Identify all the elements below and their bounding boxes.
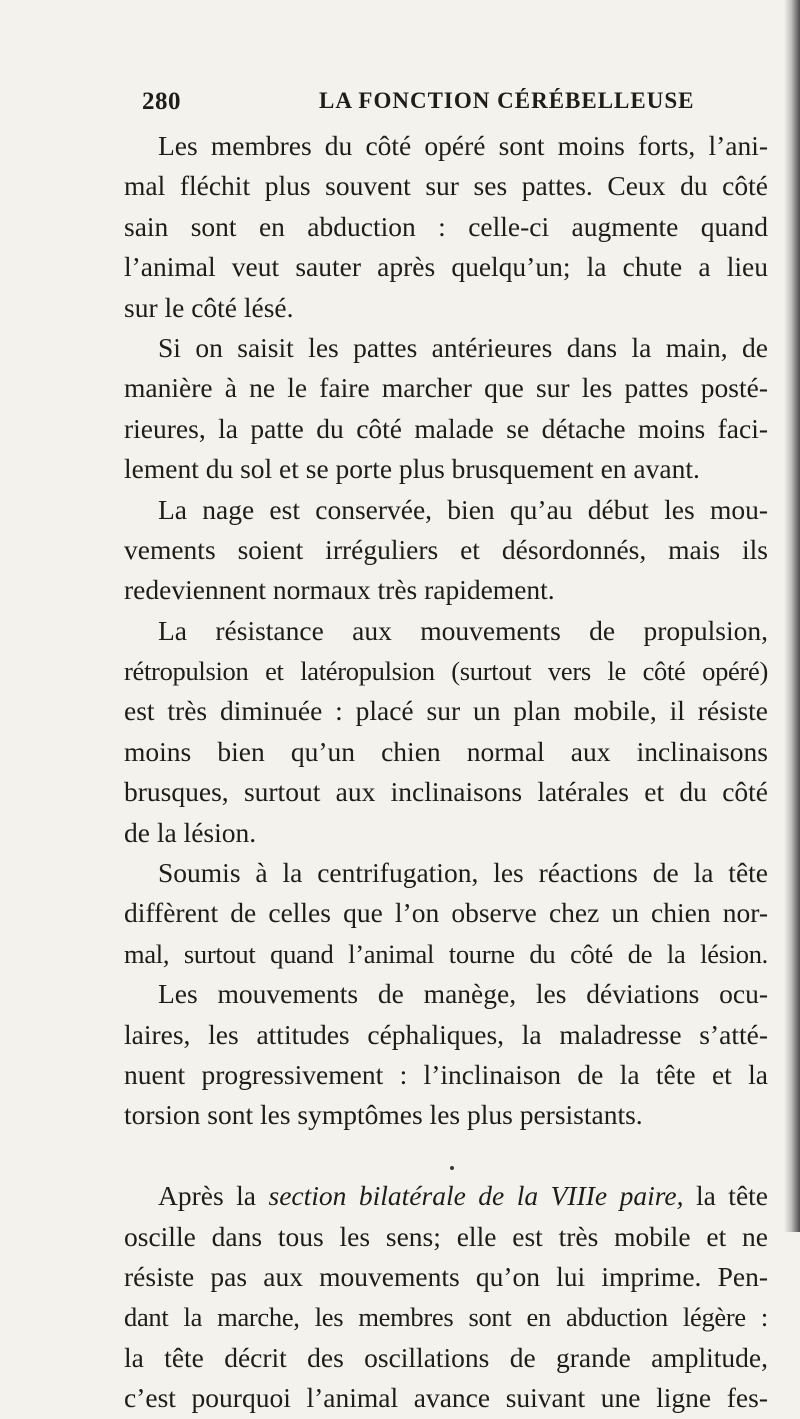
- page-number: 280: [142, 88, 181, 115]
- text-line: La nage est conservée, bien qu’au début les mou-: [158, 493, 768, 525]
- text-line: sain sont en abduction : celle-ci augmente quand: [124, 210, 768, 242]
- text-line: lement du sol et se porte plus brusquement en avant.: [124, 453, 700, 485]
- text-line: redeviennent normaux très rapidement.: [124, 574, 555, 606]
- text-line: l’animal veut sauter après quelqu’un; la chute a lieu: [124, 251, 768, 283]
- text-line: de la lésion.: [124, 816, 257, 848]
- text-line: vements soient irréguliers et désordonnés, mais ils: [124, 533, 768, 565]
- text-line: laires, les attitudes céphaliques, la maladresse s’atté-: [124, 1018, 768, 1050]
- text-line: rieures, la patte du côté malade se détache moins faci-: [124, 412, 768, 444]
- text-line: sur le côté lésé.: [124, 291, 294, 323]
- text-line: dant la marche, les membres sont en abduction légère :: [124, 1302, 768, 1333]
- ink-dot: [450, 1166, 454, 1170]
- paragraph-gap: [124, 1136, 768, 1176]
- text-line-with-italic: [124, 1176, 768, 1216]
- page-edge-shadow: [784, 0, 800, 1232]
- text-line: oscille dans tous les sens; elle est très mobile et ne: [124, 1220, 768, 1252]
- italic-section-title: section bilatérale de la VIIIe paire,: [268, 1180, 684, 1212]
- text-line: torsion sont les symptômes les plus persistants.: [124, 1099, 643, 1131]
- text-line: brusques, surtout aux inclinaisons latérales et du côté: [124, 776, 768, 808]
- text-segment: Après la: [158, 1180, 269, 1212]
- text-line: Les membres du côté opéré sont moins forts, l’ani-: [158, 130, 768, 161]
- text-line: Les mouvements de manège, les déviations ocu-: [158, 978, 768, 1010]
- text-line: manière à ne le faire marcher que sur les pattes posté-: [124, 372, 768, 404]
- text-line: c’est pourquoi l’animal avance suivant une ligne fes-: [124, 1382, 768, 1414]
- text-line: nuent progressivement : l’inclinaison de la tête et la: [124, 1058, 768, 1090]
- page-header: [142, 88, 768, 118]
- text-line: mal, surtout quand l’animal tourne du côté de la lésion.: [124, 938, 768, 969]
- text-segment: la tête: [683, 1180, 768, 1212]
- text-line: Soumis à la centrifugation, les réactions de la tête: [158, 857, 768, 889]
- text-line: moins bien qu’un chien normal aux inclinaisons: [124, 735, 768, 767]
- running-head: LA FONCTION CÉRÉBELLEUSE: [319, 88, 695, 113]
- body-text: [124, 126, 768, 1419]
- text-line: rétropulsion et latéropulsion (surtout vers le côté opéré): [124, 656, 768, 687]
- text-line: mal fléchit plus souvent sur ses pattes. Ceux du côté: [124, 170, 768, 202]
- text-line: La résistance aux mouvements de propulsion,: [158, 614, 768, 646]
- text-line: résiste pas aux mouvements qu’on lui imprime. Pen-: [124, 1260, 768, 1292]
- text-line: la tête décrit des oscillations de grande amplitude,: [124, 1341, 768, 1373]
- text-line: est très diminuée : placé sur un plan mobile, il résiste: [124, 695, 768, 727]
- text-line: Si on saisit les pattes antérieures dans la main, de: [158, 331, 768, 363]
- text-line: diffèrent de celles que l’on observe chez un chien nor-: [124, 897, 768, 929]
